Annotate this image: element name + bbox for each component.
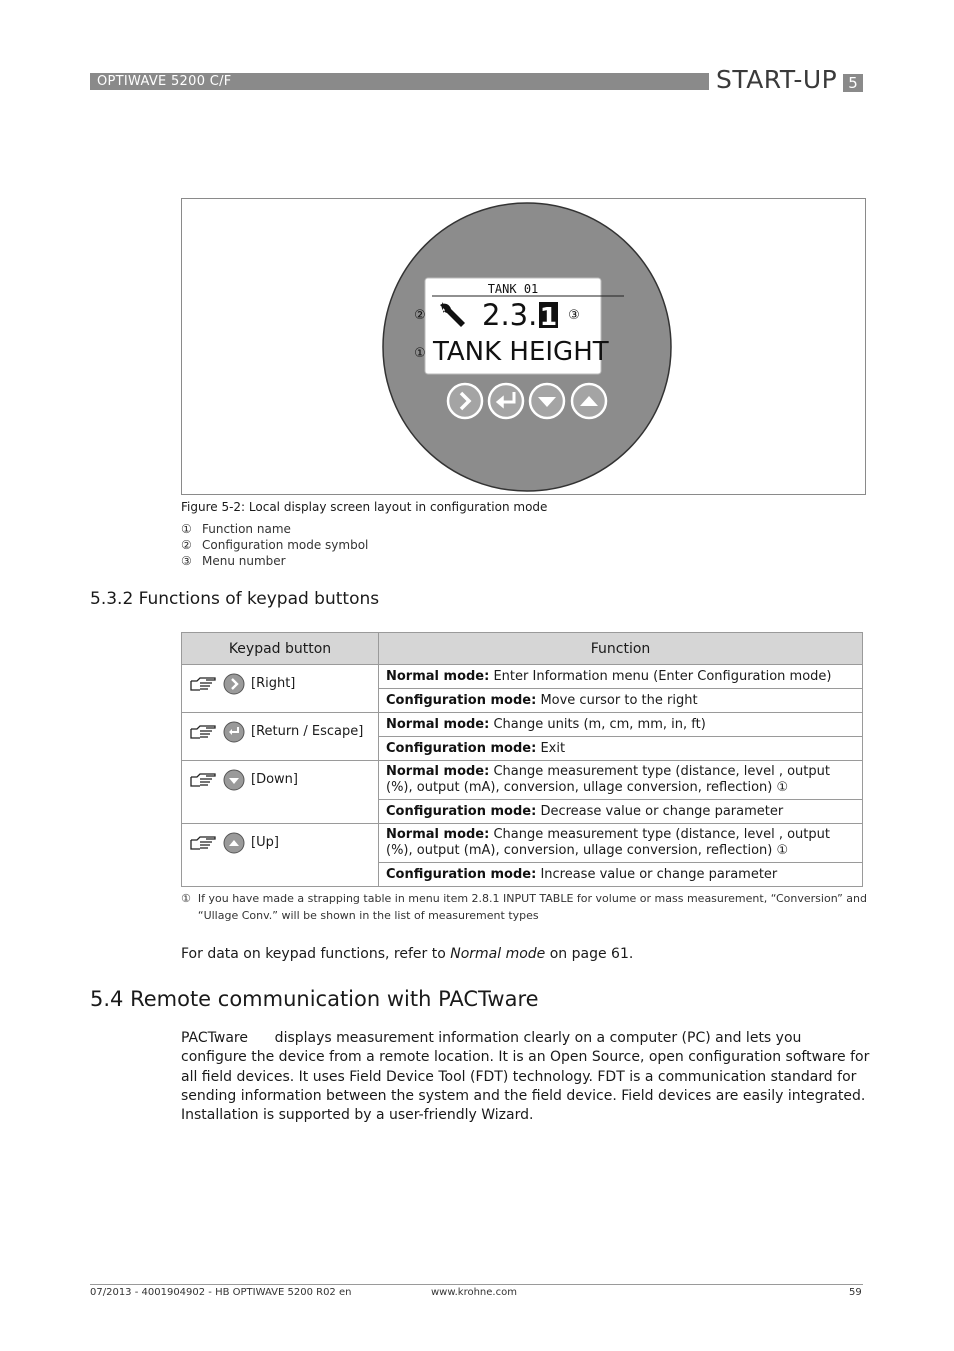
key-label-up: [Up] bbox=[251, 835, 279, 850]
keypad-reference: For data on keypad functions, refer to Normal mode on page 61. bbox=[181, 946, 634, 962]
section-heading-54: 5.4 Remote communication with PACTware bbox=[90, 987, 539, 1011]
legend-item: ② Configuration mode symbol bbox=[181, 538, 369, 552]
return-icon bbox=[223, 721, 245, 743]
column-header-function: Function bbox=[379, 633, 863, 665]
table-footnote: ① If you have made a strapping table in menu item 2.8.1 INPUT TABLE for volume or mass measurement, “Conversion” and “Ullage Conv.” will be shown in the list of measurement types bbox=[181, 892, 867, 922]
pointing-hand-icon bbox=[189, 724, 217, 740]
return-icon bbox=[489, 384, 523, 418]
table-row: [Up] Normal mode: Change measurement type (distance, level , output (%), output (mA), conversion, ullage conversion, reflection) ① bbox=[182, 824, 863, 863]
key-label-right: [Right] bbox=[251, 676, 296, 691]
header-section-number: 5 bbox=[843, 74, 863, 92]
section-heading-532: 5.3.2 Functions of keypad buttons bbox=[90, 589, 380, 609]
column-header-key: Keypad button bbox=[182, 633, 379, 665]
lcd-function-name: TANK HEIGHT bbox=[433, 337, 609, 367]
table-row: [Return / Escape] Normal mode: Change units (m, cm, mm, in, ft) bbox=[182, 713, 863, 737]
pactware-paragraph: PACTware displays measurement information clearly on a computer (PC) and lets you configure the device from a remote location. It is an Open Source, open configuration software for all field devices. It uses Field Device Tool (FDT) technology. FDT is a communication standard for sending information between the system and the field device. Field devices are easily integrated. Installation is supported by a user-friendly Wizard. bbox=[181, 1030, 874, 1124]
marker-3: ③ bbox=[568, 308, 580, 323]
table-row: Configuration mode: Decrease value or change parameter bbox=[182, 800, 863, 824]
down-arrow-icon bbox=[223, 769, 245, 791]
down-arrow-icon bbox=[530, 384, 564, 418]
figure-legend bbox=[181, 521, 368, 569]
figure-frame bbox=[181, 198, 866, 495]
pointing-hand-icon bbox=[189, 835, 217, 851]
right-arrow-icon bbox=[448, 384, 482, 418]
footnote-marker: ① bbox=[181, 892, 191, 905]
legend-item: ① Function name bbox=[181, 522, 291, 536]
key-label-return: [Return / Escape] bbox=[251, 724, 364, 739]
header-model: OPTIWAVE 5200 C/F bbox=[97, 74, 232, 89]
table-row: Configuration mode: Exit bbox=[182, 737, 863, 761]
table-row: Configuration mode: Move cursor to the right bbox=[182, 689, 863, 713]
lcd-menu-number: 2.3. bbox=[482, 298, 538, 332]
marker-2: ② bbox=[414, 308, 426, 323]
footer-rule bbox=[90, 1284, 863, 1285]
lcd-top-label: TANK 01 bbox=[487, 282, 539, 296]
pointing-hand-icon bbox=[189, 676, 217, 692]
normal-mode-link[interactable]: Normal mode bbox=[450, 946, 546, 962]
table-header-row bbox=[182, 633, 863, 665]
footer-doc-id: 07/2013 - 4001904902 - HB OPTIWAVE 5200 R02 en bbox=[90, 1287, 352, 1298]
header-section-title: START-UP bbox=[716, 65, 838, 94]
table-row: Configuration mode: Increase value or change parameter bbox=[182, 863, 863, 887]
legend-item: ③ Menu number bbox=[181, 554, 286, 568]
up-arrow-icon bbox=[223, 832, 245, 854]
lcd-cursor-digit: 1 bbox=[539, 302, 558, 331]
figure-caption: Figure 5-2: Local display screen layout in configuration mode bbox=[181, 500, 548, 514]
right-arrow-icon bbox=[223, 673, 245, 695]
table-row: [Right] Normal mode: Enter Information menu (Enter Configuration mode) bbox=[182, 665, 863, 689]
up-arrow-icon bbox=[572, 384, 606, 418]
footer-page-number: 59 bbox=[849, 1287, 862, 1298]
key-label-down: [Down] bbox=[251, 772, 298, 787]
keypad-table bbox=[181, 632, 863, 887]
footer-website: www.krohne.com bbox=[431, 1287, 517, 1298]
pointing-hand-icon bbox=[189, 772, 217, 788]
table-row: [Down] Normal mode: Change measurement type (distance, level , output (%), output (mA), conversion, ullage conversion, reflection) ① bbox=[182, 761, 863, 800]
marker-1: ① bbox=[414, 346, 426, 361]
local-display-illustration bbox=[182, 199, 867, 496]
